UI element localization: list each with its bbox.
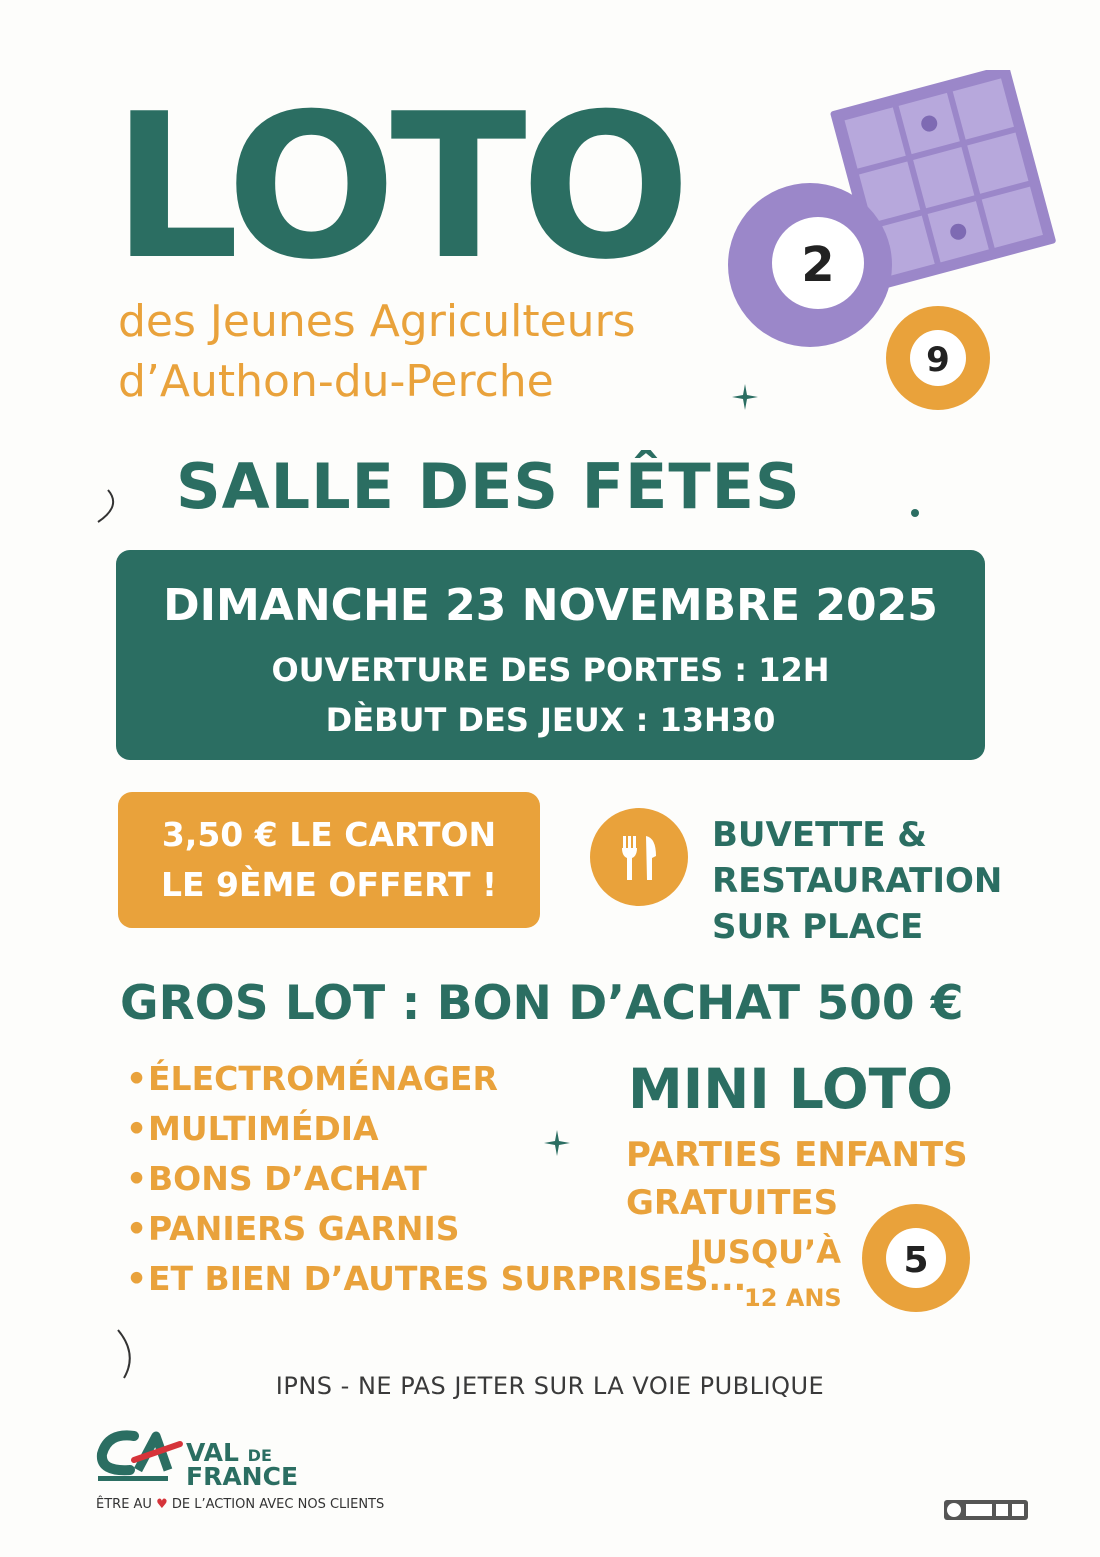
legal-notice: IPNS - NE PAS JETER SUR LA VOIE PUBLIQUE — [275, 1372, 825, 1400]
poster-title: LOTO — [112, 71, 685, 304]
date-box — [116, 550, 985, 760]
ball-number-9: 9 — [926, 340, 950, 380]
game-start-time: DÈBUT DES JEUX : 13H30 — [325, 701, 776, 739]
sponsor-name-line-1: VAL DE — [186, 1438, 272, 1467]
mini-loto-line-1: PARTIES ENFANTS — [626, 1135, 968, 1175]
food-badge — [590, 808, 688, 906]
price-line-1: 3,50 € LE CARTON — [161, 815, 497, 854]
ball-number-5: 5 — [903, 1240, 929, 1281]
sparkle-icon — [542, 1128, 572, 1158]
mini-loto-line-4: 12 ANS — [744, 1284, 842, 1312]
venue-heading: SALLE DES FÊTES — [176, 450, 801, 523]
licence-badge-icon — [944, 1500, 1028, 1520]
food-line-2: RESTAURATION — [712, 861, 1003, 901]
food-line-3: SUR PLACE — [712, 907, 924, 947]
organizer-line-1: des Jeunes Agriculteurs — [118, 296, 636, 347]
mini-loto-title: MINI LOTO — [628, 1057, 953, 1121]
ball-number-2: 2 — [801, 237, 835, 293]
list-item: •PANIERS GARNIS — [126, 1209, 460, 1248]
bingo-ball-orange-5 — [860, 1202, 972, 1314]
list-item: •MULTIMÉDIA — [126, 1109, 379, 1148]
mini-loto-line-2: GRATUITES — [626, 1183, 839, 1223]
list-item: •BONS D’ACHAT — [126, 1159, 427, 1198]
food-line-1: BUVETTE & — [712, 815, 927, 855]
list-item: •ÉLECTROMÉNAGER — [126, 1059, 498, 1098]
sparkle-dot-icon — [908, 506, 922, 520]
crescent-icon — [90, 486, 124, 526]
bingo-ball-orange-9 — [884, 304, 992, 412]
sponsor-name-line-2: FRANCE — [186, 1462, 299, 1491]
price-line-2: LE 9ÈME OFFERT ! — [160, 865, 498, 904]
mini-loto-line-3: JUSQU’À — [690, 1233, 842, 1271]
doors-opening-time: OUVERTURE DES PORTES : 12H — [271, 651, 830, 689]
cutlery-icon — [590, 808, 688, 906]
credit-agricole-logo — [94, 1428, 184, 1486]
bingo-ball-purple — [720, 175, 900, 355]
organizer-line-2: d’Authon-du-Perche — [118, 356, 554, 407]
list-item: •ET BIEN D’AUTRES SURPRISES... — [126, 1259, 747, 1298]
sponsor-tagline: ÊTRE AU ♥ DE L’ACTION AVEC NOS CLIENTS — [96, 1497, 385, 1512]
price-box — [118, 792, 540, 928]
heart-icon: ♥ — [156, 1497, 168, 1512]
event-date: DIMANCHE 23 NOVEMBRE 2025 — [163, 580, 938, 631]
sparkle-icon — [730, 382, 760, 412]
grand-prize: GROS LOT : BON D’ACHAT 500 € — [120, 976, 964, 1031]
